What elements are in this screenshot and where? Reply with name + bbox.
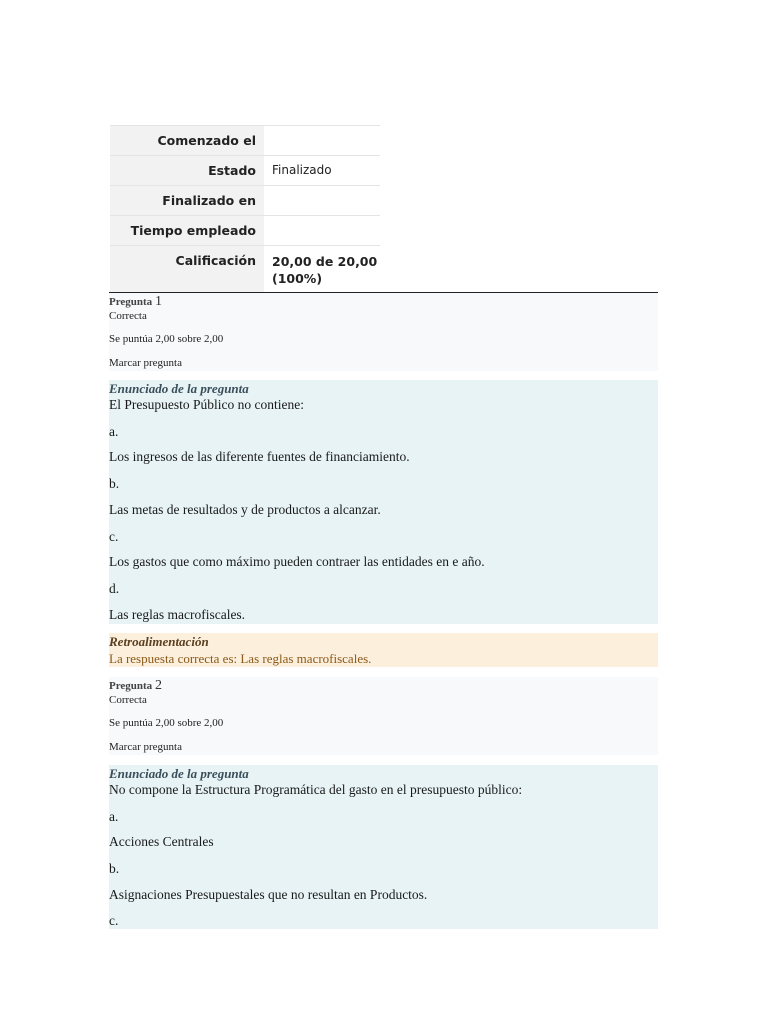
summary-label: Comenzado el bbox=[110, 126, 264, 156]
option-letter[interactable]: a. bbox=[109, 809, 119, 824]
summary-value bbox=[264, 216, 380, 246]
question-text-header: Enunciado de la pregunta bbox=[109, 381, 249, 396]
summary-label: Estado bbox=[110, 156, 264, 186]
question-number: 2 bbox=[154, 678, 162, 693]
summary-label: Tiempo empleado bbox=[110, 216, 264, 246]
question-heading bbox=[109, 678, 162, 694]
question-2-text bbox=[109, 765, 658, 929]
feedback-box bbox=[109, 633, 658, 667]
option-letter[interactable]: c. bbox=[109, 529, 119, 544]
option-text[interactable]: Los gastos que como máximo pueden contraer las entidades en e año. bbox=[109, 554, 485, 569]
option-letter[interactable]: b. bbox=[109, 861, 120, 876]
question-label: Pregunta bbox=[109, 680, 153, 692]
option-letter[interactable]: c. bbox=[109, 913, 119, 928]
summary-row-started bbox=[110, 126, 380, 156]
grade-line: 20,00 de 20,00 bbox=[272, 254, 378, 269]
question-2-info bbox=[109, 677, 658, 755]
summary-value bbox=[264, 126, 380, 156]
question-score: Se puntúa 2,00 sobre 2,00 bbox=[109, 333, 224, 345]
question-heading bbox=[109, 294, 162, 310]
question-label: Pregunta bbox=[109, 296, 153, 308]
summary-label: Finalizado en bbox=[110, 186, 264, 216]
summary-value: Finalizado bbox=[264, 156, 380, 186]
question-text-header: Enunciado de la pregunta bbox=[109, 766, 249, 781]
option-text[interactable]: Asignaciones Presupuestales que no resultan en Productos. bbox=[109, 887, 428, 902]
summary-value bbox=[264, 186, 380, 216]
feedback-text: La respuesta correcta es: Las reglas macrofiscales. bbox=[109, 651, 372, 666]
question-1-text bbox=[109, 380, 658, 624]
summary-row-finished bbox=[110, 186, 380, 216]
question-score: Se puntúa 2,00 sobre 2,00 bbox=[109, 717, 224, 729]
attempt-summary-table bbox=[110, 125, 380, 292]
option-letter[interactable]: b. bbox=[109, 476, 120, 491]
question-status: Correcta bbox=[109, 310, 147, 322]
question-status: Correcta bbox=[109, 694, 147, 706]
question-prompt: El Presupuesto Público no contiene: bbox=[109, 397, 304, 412]
question-number: 1 bbox=[154, 294, 162, 309]
grade-percent: (100%) bbox=[272, 271, 323, 286]
option-letter[interactable]: a. bbox=[109, 424, 119, 439]
option-text[interactable]: Las reglas macrofiscales. bbox=[109, 607, 246, 622]
flag-question-link[interactable]: Marcar pregunta bbox=[109, 741, 182, 753]
summary-label: Calificación bbox=[110, 246, 264, 292]
summary-grade-value bbox=[264, 246, 380, 292]
flag-question-link[interactable]: Marcar pregunta bbox=[109, 357, 182, 369]
summary-row-state bbox=[110, 156, 380, 186]
question-prompt: No compone la Estructura Programática del gasto en el presupuesto público: bbox=[109, 782, 523, 797]
question-1-info bbox=[109, 293, 658, 371]
summary-row-time bbox=[110, 216, 380, 246]
option-text[interactable]: Las metas de resultados y de productos a alcanzar. bbox=[109, 502, 381, 517]
option-text[interactable]: Los ingresos de las diferente fuentes de financiamiento. bbox=[109, 449, 410, 464]
summary-row-grade bbox=[110, 246, 380, 292]
option-text[interactable]: Acciones Centrales bbox=[109, 834, 214, 849]
feedback-header: Retroalimentación bbox=[109, 634, 209, 649]
option-letter[interactable]: d. bbox=[109, 581, 120, 596]
